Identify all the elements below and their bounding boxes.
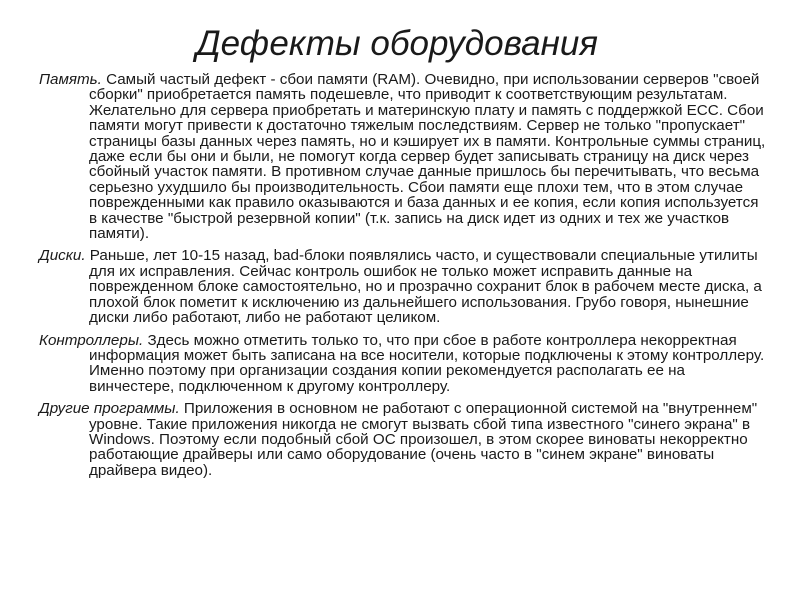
- paragraph-text-disks: Раньше, лет 10-15 назад, bad-блоки появлялись часто, и существовали специальные утилиты для их исправления. Сейчас контроль ошибок не только может исправить данные на поврежденном блоке самостоятельно, но и прозрачно сохранит блок в рабочем месте диска, а плохой блок пометит к исключению из дальнейшего использования. Грубо говоря, нынешние диски либо работают, либо не работают целиком.: [85, 247, 762, 327]
- paragraph-lead-disks: Диски.: [39, 247, 86, 265]
- paragraph-disks: [39, 248, 769, 325]
- paragraph-memory: [39, 72, 769, 241]
- paragraph-text-other-programs: Приложения в основном не работают с операционной системой на "внутреннем" уровне. Такие приложения никогда не смогут вызвать сбой типа известного "синего экрана" в Windows. Поэтому если подобный сбой ОС произошел, в этом скорее виноваты некорректно работающие драйверы или само оборудование (очень часто в "синем экране" виноваты драйвера видео).: [89, 400, 758, 479]
- slide-body: [39, 72, 769, 485]
- paragraph-text-controllers: Здесь можно отметить только то, что при сбое в работе контроллера некорректная информация может быть записана на все носители, которые подключены к этому контроллеру. Именно поэтому при организации создания копии рекомендуется располагать ее на винчестере, подключенном к другому контроллеру.: [89, 331, 765, 395]
- paragraph-lead-controllers: Контроллеры.: [39, 331, 144, 349]
- paragraph-lead-other-programs: Другие программы.: [39, 400, 180, 418]
- slide-title: Дефекты оборудования: [196, 24, 598, 63]
- paragraph-lead-memory: Память.: [39, 71, 102, 88]
- paragraph-controllers: [39, 333, 769, 395]
- paragraph-other-programs: [39, 401, 769, 478]
- paragraph-text-memory: Самый частый дефект - сбои памяти (RAM). Очевидно, при использовании серверов "своей сборки" приобретается память подешевле, что приводит к соответствующим результатам. Желательно для сервера приобретать и материнскую плату и память с поддержкой ECC. Сбои памяти могут привести к достаточно тяжелым последствиям. Сервер не только "пропускает" страницы базы данных через память, но и кэширует их в памяти. Контрольные суммы страниц, даже если бы они и были, не помогут когда сервер будет записывать страницу на диск через сбойный участок памяти. В противном случае данные пришлось бы перечитывать, что весьма серьезно ухудшило бы производительность. Сбои памяти еще плохи тем, что в этом случае поврежденными как правило оказываются и база данных и ее копия, если копия используется в качестве "быстрой резервной копии" (т.к. запись на диск идет из одних и тех же участков памяти).: [89, 71, 766, 243]
